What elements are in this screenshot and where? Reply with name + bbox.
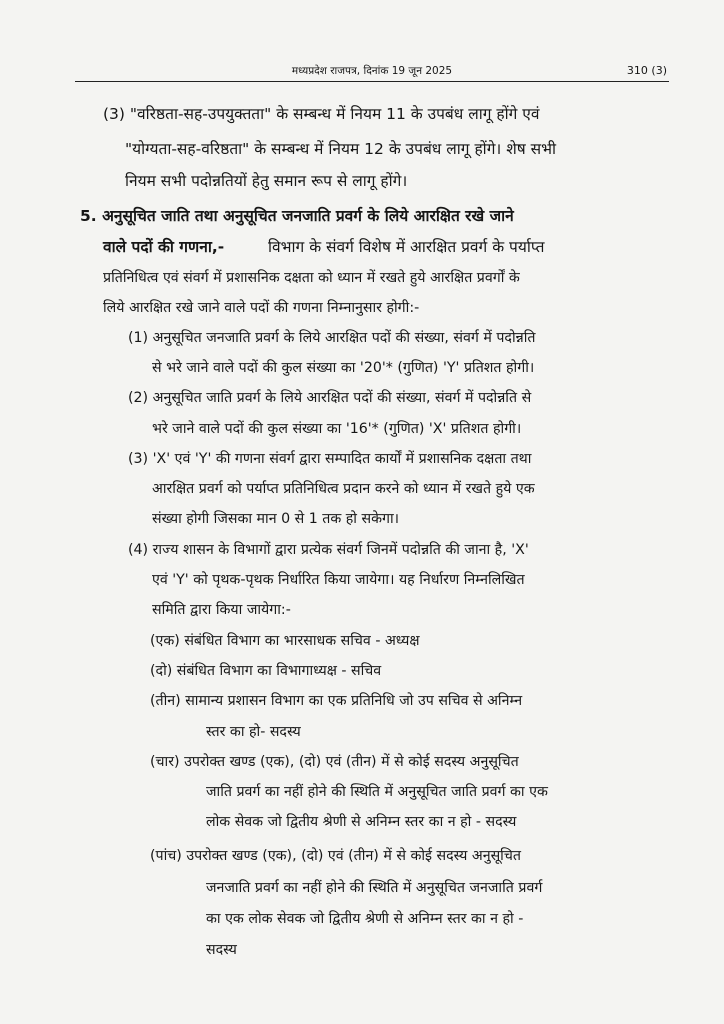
text-line: समिति द्वारा किया जायेगा:- bbox=[152, 602, 291, 618]
text-line: स्तर का हो- सदस्य bbox=[206, 724, 301, 740]
sub-list-item: (एक) संबंधित विभाग का भारसाधक सचिव - अध्यक्ष bbox=[150, 633, 420, 649]
text-line: का एक लोक सेवक जो द्वितीय श्रेणी से अनिम्न स्तर का न हो - bbox=[206, 911, 524, 927]
text-line: लोक सेवक जो द्वितीय श्रेणी से अनिम्न स्तर का न हो - सदस्य bbox=[206, 814, 517, 830]
sub-list-item: (तीन) सामान्य प्रशासन विभाग का एक प्रतिनिधि जो उप सचिव से अनिम्न bbox=[150, 693, 523, 709]
sub-list-item: (चार) उपरोक्त खण्ड (एक), (दो) एवं (तीन) में से कोई सदस्य अनुसूचित bbox=[150, 754, 519, 770]
text-line: नियम सभी पदोन्नतियों हेतु समान रूप से लागू होंगे। bbox=[125, 172, 408, 190]
sub-list-item: (पांच) उपरोक्त खण्ड (एक), (दो) एवं (तीन) में से कोई सदस्य अनुसूचित bbox=[150, 848, 521, 864]
text-line: "योग्यता-सह-वरिष्ठता" के सम्बन्ध में नियम 12 के उपबंध लागू होंगे। शेष सभी bbox=[125, 140, 557, 158]
text-line: सदस्य bbox=[206, 942, 237, 958]
text-line: (3) "वरिष्ठता-सह-उपयुक्तता" के सम्बन्ध में नियम 11 के उपबंध लागू होंगे एवं bbox=[103, 105, 540, 123]
text-line: संख्या होगी जिसका मान 0 से 1 तक हो सकेगा। bbox=[152, 511, 400, 527]
text-line: एवं 'Y' को पृथक-पृथक निर्धारित किया जायेगा। यह निर्धारण निम्नलिखित bbox=[152, 572, 525, 588]
sub-list-item: (दो) संबंधित विभाग का विभागाध्यक्ष - सचिव bbox=[150, 663, 382, 679]
header-title: मध्यप्रदेश राजपत्र, दिनांक 19 जून 2025 bbox=[291, 65, 453, 77]
text-line: विभाग के संवर्ग विशेष में आरक्षित प्रवर्ग के पर्याप्त bbox=[268, 238, 545, 256]
text-line: लिये आरक्षित रखे जाने वाले पदों की गणना निम्नानुसार होगी:- bbox=[103, 300, 420, 316]
list-item: (2) अनुसूचित जाति प्रवर्ग के लिये आरक्षित पदों की संख्या, संवर्ग में पदोन्नति से bbox=[128, 390, 532, 406]
list-item: (4) राज्य शासन के विभागों द्वारा प्रत्येक संवर्ग जिनमें पदोन्नति की जाना है, 'X' bbox=[128, 542, 529, 558]
text-line: जनजाति प्रवर्ग का नहीं होने की स्थिति में अनुसूचित जनजाति प्रवर्ग bbox=[206, 880, 543, 896]
text-line: आरक्षित प्रवर्ग को पर्याप्त प्रतिनिधित्व प्रदान करने को ध्यान में रखते हुये एक bbox=[152, 481, 535, 497]
text-line: प्रतिनिधित्व एवं संवर्ग में प्रशासनिक दक्षता को ध्यान में रखते हुये आरक्षित प्रवर्गों के bbox=[103, 270, 520, 286]
section-heading-cont: वाले पदों की गणना,- bbox=[103, 238, 225, 256]
section-heading: 5. अनुसूचित जाति तथा अनुसूचित जनजाति प्रवर्ग के लिये आरक्षित रखे जाने bbox=[80, 207, 514, 225]
list-item: (3) 'X' एवं 'Y' की गणना संवर्ग द्वारा सम्पादित कार्यों में प्रशासनिक दक्षता तथा bbox=[128, 451, 532, 467]
page-header bbox=[75, 63, 669, 82]
text-line: जाति प्रवर्ग का नहीं होने की स्थिति में अनुसूचित जाति प्रवर्ग का एक bbox=[206, 784, 548, 800]
list-item: (1) अनुसूचित जनजाति प्रवर्ग के लिये आरक्षित पदों की संख्या, संवर्ग में पदोन्नति bbox=[128, 330, 536, 346]
page-number: 310 (3) bbox=[626, 64, 667, 77]
text-line: भरे जाने वाले पदों की कुल संख्या का '16'* (गुणित) 'X' प्रतिशत होगी। bbox=[152, 421, 522, 437]
text-line: से भरे जाने वाले पदों की कुल संख्या का '20'* (गुणित) 'Y' प्रतिशत होगी। bbox=[152, 360, 535, 376]
